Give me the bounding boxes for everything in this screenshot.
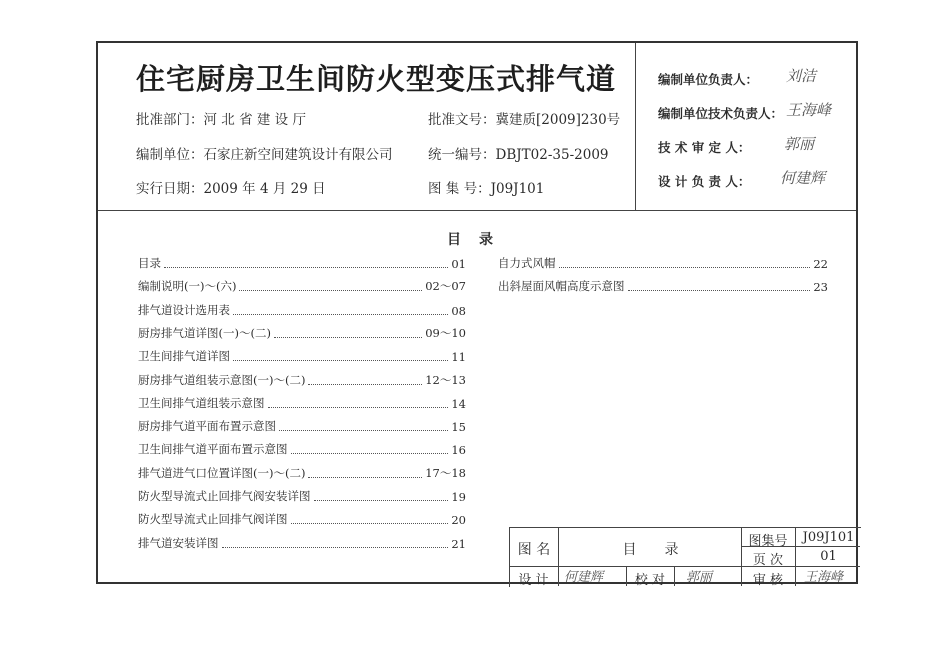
toc-entry [138,348,466,364]
toc-entry-title: 排气道安装详图 [138,535,219,550]
atlas-no [428,177,544,197]
toc-leader-dots [559,267,811,268]
signature-tech-chief: 王海峰 [786,101,832,119]
title-block-vline-5 [674,566,675,586]
unified-no-value: DBJT02-35-2009 [495,147,609,163]
tb-design-signature: 何建辉 [564,570,604,585]
toc-entry [138,441,466,457]
toc-leader-dots [274,337,422,338]
tb-drawing-name: 目 录 [622,542,679,558]
toc-entry-page: 17～18 [425,465,466,480]
toc-entry-page: 15 [451,420,466,435]
toc-entry-page: 23 [813,280,828,295]
toc-entry-title: 排气道进气口位置详图(一)～(二) [138,465,306,480]
title-block-vline-2 [741,527,742,586]
toc-entry-page: 21 [451,536,466,551]
toc-entry-title: 排气道设计选用表 [138,302,230,317]
toc-entry [138,278,466,294]
unified-no-label: 统一编号： [428,147,496,163]
toc-entry-title: 防火型导流式止回排气阀安装详图 [138,489,311,503]
header-divider [98,210,856,211]
effective-date-label: 实行日期： [136,181,204,197]
toc-entry [138,535,466,551]
compiler-value: 石家庄新空间建筑设计有限公司 [203,147,393,163]
toc-entry-title: 卫生间排气道组装示意图 [138,395,265,410]
tb-page: 01 [820,549,837,564]
toc-leader-dots [308,384,422,385]
toc-leader-dots [164,267,448,268]
toc-leader-dots [233,360,448,361]
signature-tech-review: 郭丽 [784,135,815,153]
toc-leader-dots [628,290,811,291]
toc-entry [138,325,466,341]
toc-entry [138,302,466,318]
resp-label-tech-chief: 编制单位技术负责人： [658,106,784,121]
approval-dept-label: 批准部门： [136,112,204,128]
tb-review-label: 审 核 [752,573,784,588]
title-block-vline-4 [626,566,627,586]
toc-entry-page: 08 [451,303,466,318]
approval-doc-label: 批准文号： [428,112,496,128]
effective-date [136,177,326,197]
toc-entry-title: 自力式风帽 [498,256,556,270]
toc-entry-title: 编制说明(一)～(六) [138,279,237,294]
compiler-label: 编制单位： [136,147,204,163]
tb-atlas-no: J09J101 [802,530,855,545]
toc-leader-dots [314,500,449,501]
toc-entry-title: 出斜屋面风帽高度示意图 [498,279,625,294]
tb-design-label: 设 计 [518,573,549,588]
toc-leader-dots [308,477,422,478]
approval-doc [428,108,620,128]
toc-entry [138,255,466,271]
toc-entry [498,255,828,271]
toc-entry-page: 16 [451,443,466,458]
resp-label-design-lead: 设 计 负 责 人： [658,174,751,189]
toc-entry-page: 01 [451,257,466,271]
signature-design-lead: 何建辉 [780,169,826,187]
toc-leader-dots [291,453,449,454]
toc-entry-title: 厨房排气道平面布置示意图 [138,419,276,434]
toc-leader-dots [222,547,449,548]
toc-entry-page: 09～10 [425,325,466,340]
toc-entry [498,278,828,294]
unified-no [428,143,609,163]
toc-entry-page: 22 [813,257,828,271]
atlas-no-value: J09J101 [490,181,545,197]
tb-check-label: 校 对 [634,573,666,588]
toc-entry-page: 11 [451,350,466,365]
approval-doc-value: 冀建质[2009]230号 [495,112,621,128]
title-block-vline-1 [558,527,559,586]
toc-entry-page: 14 [451,396,466,411]
resp-label-tech-review: 技 术 审 定 人： [658,140,751,155]
toc-entry-page: 12～13 [425,372,466,387]
toc-entry-title: 厨房排气道组装示意图(一)～(二) [138,372,306,387]
effective-date-value: 2009 年 4 月 29 日 [203,181,326,197]
atlas-no-label: 图 集 号： [428,181,491,197]
tb-review-signature: 王海峰 [804,570,844,585]
tb-drawing-name-label: 图 名 [517,542,551,558]
toc-entry [138,511,466,527]
toc-leader-dots [279,430,448,431]
toc-entry-title: 卫生间排气道平面布置示意图 [138,442,288,457]
toc-leader-dots [291,523,449,524]
approval-dept-value: 河 北 省 建 设 厅 [203,112,306,128]
signature-chief: 刘洁 [786,67,817,85]
approval-dept [136,108,306,128]
toc-entry [138,465,466,481]
page-title: 住宅厨房卫生间防火型变压式排气道 [136,62,617,96]
toc-leader-dots [239,290,422,291]
toc-leader-dots [268,407,449,408]
header-vertical-divider [635,43,636,210]
toc-leader-dots [233,314,448,315]
title-block-vline-3 [795,527,796,586]
compiler [136,143,393,163]
toc-entry [138,372,466,388]
toc-entry-title: 卫生间排气道详图 [138,349,230,364]
toc-entry-title: 厨房排气道详图(一)～(二) [138,325,271,340]
toc-entry [138,395,466,411]
toc-entry-page: 20 [451,513,466,528]
tb-check-signature: 郭丽 [686,570,713,585]
tb-atlas-no-label: 图集号 [748,534,788,549]
toc-entry-page: 02～07 [425,279,466,294]
tb-page-label: 页 次 [752,553,784,568]
toc-heading: 目录 [447,232,511,248]
drawing-frame [96,41,858,588]
toc-entry-page: 19 [451,490,466,504]
toc-entry [138,488,466,504]
resp-label-chief: 编制单位负责人： [658,72,759,87]
toc-entry-title: 目录 [138,256,161,270]
toc-entry [138,418,466,434]
toc-entry-title: 防火型导流式止回排气阀详图 [138,512,288,527]
